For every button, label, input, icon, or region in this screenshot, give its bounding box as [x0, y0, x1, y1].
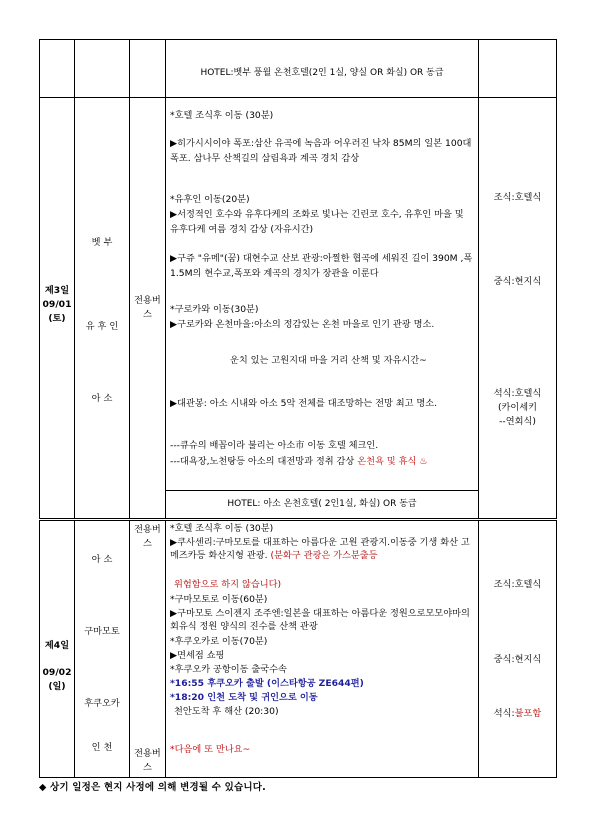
- transport-label: 전용버스: [134, 748, 161, 773]
- day4-schedule-cell: [166, 520, 479, 778]
- day4-place-cell: [75, 520, 130, 778]
- place-label: 유 후 인: [85, 321, 119, 332]
- schedule-line: *유후인 이동(20분): [170, 194, 250, 205]
- weekday-label: (토): [48, 313, 66, 324]
- schedule-line: *후쿠오카 공항이동 출국수속: [170, 664, 287, 675]
- table-row-prev-hotel: [40, 40, 557, 98]
- farewell-line: *다음에 또 만나요~: [170, 744, 251, 755]
- place-label: 벳 부: [91, 237, 113, 248]
- place-label: 아 소: [91, 393, 113, 404]
- divider: [166, 490, 478, 491]
- dinner-label: 석식:호텔식: [493, 388, 542, 399]
- day4-transport-cell: [130, 520, 166, 778]
- schedule-line: ▶구마모토 스이젠지 조주엔:일본을 대표하는 아름다운 정원으로모모야마의 회유식 정원 양식의 진수를 산책 관광: [170, 608, 470, 632]
- schedule-line: 천안도착 후 해산 (20:30): [174, 706, 279, 717]
- lunch-label: 중식:현지식: [493, 276, 542, 287]
- flight-arrival: *18:20 인천 도착 및 귀인으로 이동: [170, 692, 318, 703]
- schedule-line: ▶구쥬 "유메"(꿈) 대현수교 산보 관광:아찔한 협곡에 세워진 길이 390M ,폭 1.5M의 현수교,폭포와 계곡의 경치가 장관을 이룬다: [170, 253, 473, 279]
- transport-label: 전용버스: [134, 295, 161, 320]
- schedule-line: *구마모토로 이동(60분): [170, 594, 268, 605]
- schedule-line: ▶대관봉: 아소 시내와 아소 5악 전체를 대조망하는 전망 최고 명소.: [170, 398, 438, 409]
- schedule-text: ---대욕장,노천탕등 아소의 대전망과 정취 감상: [170, 456, 355, 467]
- schedule-text: ▶쿠사센리:구마모토를 대표하는 아름다운 고원 관광지.이동중 기생 화산 고메즈카등 화산지형 관광.: [170, 537, 470, 561]
- schedule-line: ▶서정적인 호수와 유후다케의 조화로 빛나는 긴린코 호수, 유후인 마을 및 유후다케 여름 경치 감상 (자유시간): [170, 209, 464, 235]
- highlight-text: (분화구 관광은 가스분출등: [270, 550, 378, 561]
- highlight-text: 온천욕 및 휴식 ♨: [357, 456, 428, 467]
- day-cell: [40, 40, 75, 98]
- day3-transport-cell: [130, 98, 166, 520]
- schedule-line: [170, 454, 475, 469]
- transport-cell: [130, 40, 166, 98]
- day3-place-cell: [75, 98, 130, 520]
- hotel-info: HOTEL:벳부 풍월 온천호텔(2인 1실, 양실 OR 화실) OR 동급: [200, 67, 444, 78]
- dinner-label: [479, 707, 556, 721]
- schedule-line: ▶구로카와 온천마을:아소의 정감있는 온천 마을로 인기 관광 명소.: [170, 319, 435, 330]
- day3-schedule-cell: [166, 98, 479, 520]
- breakfast-label: 조식:호텔식: [493, 579, 542, 590]
- day3-meal-cell: [479, 98, 557, 520]
- dinner-value: 불포함: [514, 708, 542, 719]
- schedule-line: *호텔 조식후 이동 (30분): [170, 110, 274, 121]
- meal-cell: [479, 40, 557, 98]
- schedule-line: *호텔 조식후 이동 (30분): [170, 523, 274, 534]
- schedule-cell: [166, 40, 479, 98]
- place-cell: [75, 40, 130, 98]
- place-label: 후쿠오카: [84, 698, 120, 709]
- day-label: 제3일: [44, 285, 70, 296]
- table-row-day4: [40, 520, 557, 778]
- dinner-detail: --연회식): [499, 416, 536, 427]
- place-label: 구마모토: [84, 626, 120, 637]
- schedule-line: *구로카와 이동(30분): [170, 304, 259, 315]
- table-row-day3: [40, 98, 557, 520]
- dinner-detail: (카이세키: [497, 402, 538, 413]
- place-label: 인 천: [91, 742, 113, 753]
- lunch-label: 중식:현지식: [493, 654, 542, 665]
- day4-day-cell: [40, 520, 75, 778]
- transport-label: 전용버스: [134, 524, 161, 549]
- date-label: 09/02: [42, 667, 72, 678]
- dinner-prefix: 석식:: [493, 708, 515, 719]
- place-label: 아 소: [91, 554, 113, 565]
- footnote: ◆ 상기 일정은 현지 사정에 의해 변경될 수 있습니다.: [39, 782, 266, 793]
- schedule-line: ▶면세점 쇼핑: [170, 650, 225, 661]
- weekday-label: (일): [48, 681, 66, 692]
- breakfast-label: 조식:호텔식: [493, 192, 542, 203]
- date-label: 09/01: [42, 299, 72, 310]
- day3-day-cell: [40, 98, 75, 520]
- schedule-line: ---큐슈의 배꼽이라 불리는 아소市 이동 호텔 체크인.: [170, 440, 379, 451]
- day-label: 제4일: [44, 640, 70, 651]
- schedule-line: 위험함으로 하지 않습니다): [174, 579, 282, 590]
- itinerary-table: [39, 39, 557, 778]
- schedule-line: [170, 536, 475, 562]
- flight-departure: *16:55 후쿠오카 출발 (이스타항공 ZE644편): [170, 678, 364, 689]
- day4-meal-cell: [479, 520, 557, 778]
- hotel-info: HOTEL: 아소 온천호텔( 2인1실, 화실) OR 동급: [227, 499, 417, 509]
- schedule-line: *후쿠오카로 이동(70분): [170, 636, 268, 647]
- schedule-line: ▶히가시시이야 폭포:삼산 유곡에 녹음과 어우러진 낙차 85M의 일본 100대 폭포. 삼나무 산책길의 삼림욕과 계곡 경치 감상: [170, 138, 472, 164]
- schedule-line: 운치 있는 고원지대 마을 거리 산책 및 자유시간~: [230, 355, 427, 366]
